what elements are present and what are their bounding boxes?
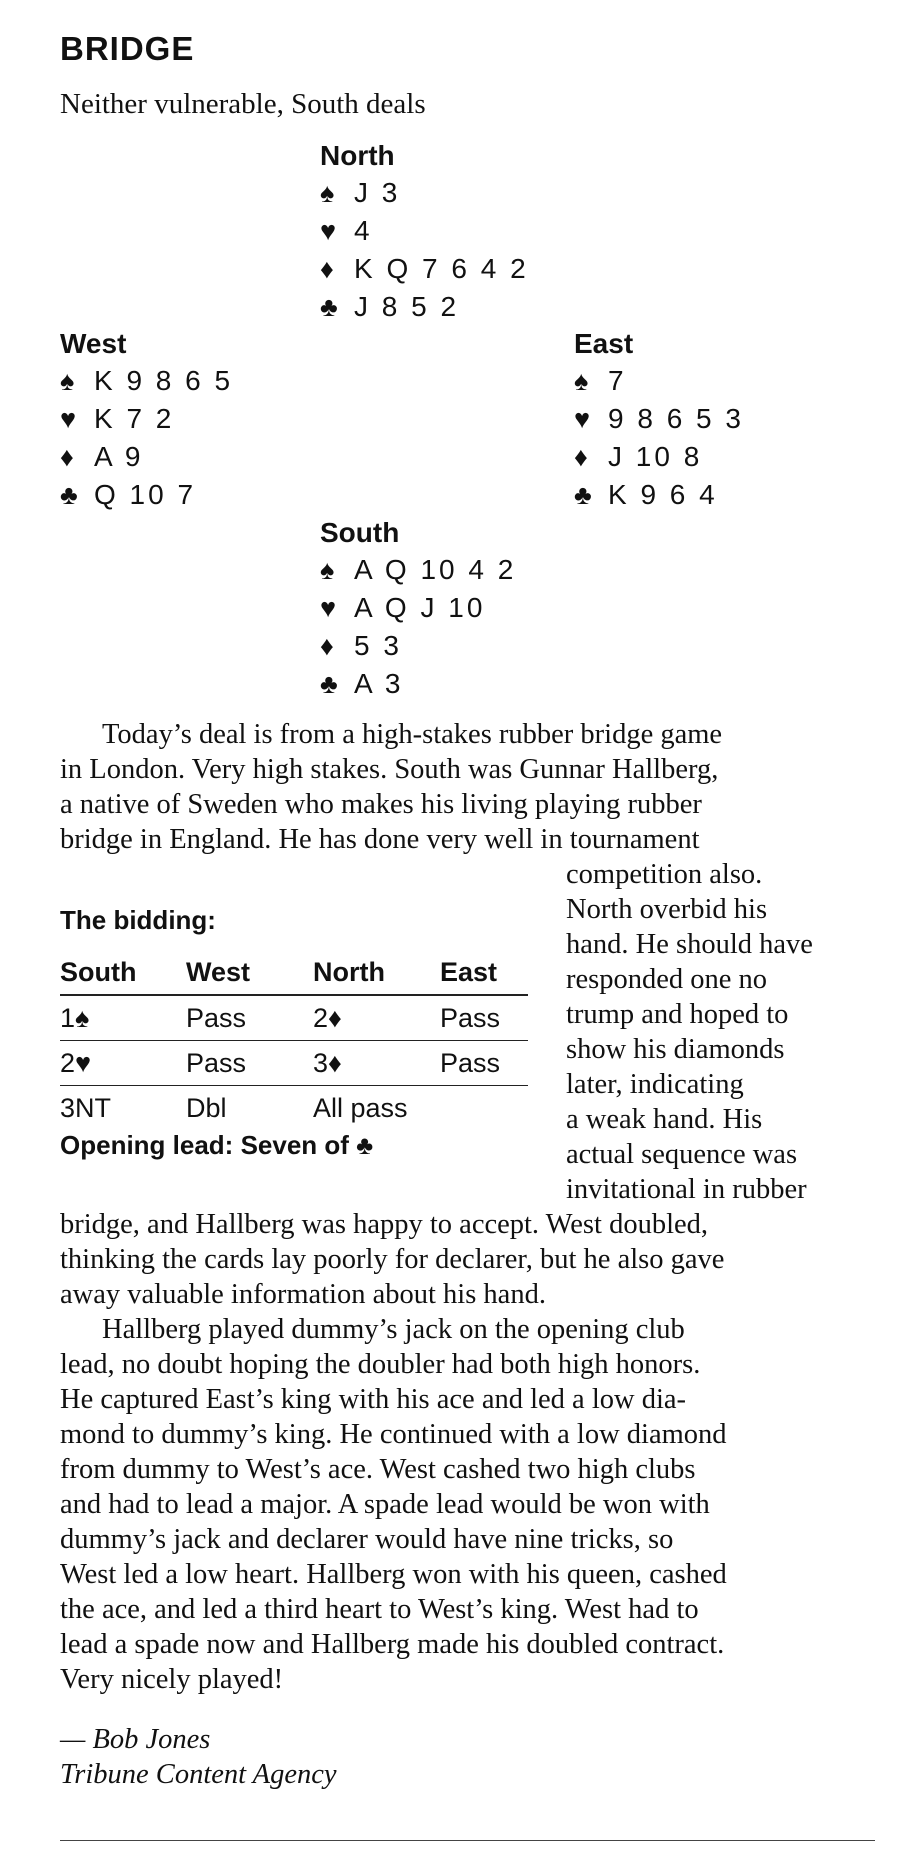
- text-line: Very nicely played!: [60, 1664, 284, 1695]
- article-paragraph-2: [60, 1312, 727, 1697]
- text-line: lead a spade now and Hallberg made his doubled contract.: [60, 1629, 725, 1660]
- column-header: East: [440, 950, 528, 995]
- hand-label: South: [320, 517, 400, 548]
- bottom-divider: [60, 1840, 875, 1841]
- opening-lead: Opening lead: Seven of ♣: [60, 1130, 374, 1160]
- text-line: invitational in rubber: [566, 1174, 807, 1205]
- clubs-row: [320, 665, 516, 703]
- text-line: thinking the cards lay poorly for declarer, but he also gave: [60, 1244, 725, 1275]
- diamonds-row: [320, 627, 516, 665]
- text-line: dummy’s jack and declarer would have nine tricks, so: [60, 1524, 674, 1555]
- text-line: actual sequence was: [566, 1139, 798, 1170]
- byline: [60, 1722, 337, 1792]
- text-line: bridge in England. He has done very well in tournament: [60, 824, 700, 855]
- text-line: a weak hand. His: [566, 1104, 763, 1135]
- bid-cell: 3NT: [60, 1092, 112, 1123]
- text-line: Hallberg played dummy’s jack on the opening club: [102, 1314, 685, 1345]
- bidding-title: The bidding:: [60, 905, 216, 935]
- diamonds-cards: K Q 7 6 4 2: [354, 253, 529, 284]
- hand-north: [320, 138, 529, 326]
- clubs-row: [320, 288, 529, 326]
- heart-icon: ♥: [320, 593, 337, 623]
- spades-row: [60, 362, 233, 400]
- bid-cell: Pass: [440, 995, 528, 1041]
- hearts-cards: 9 8 6 5 3: [608, 403, 744, 434]
- diamond-icon: ♦: [320, 631, 334, 661]
- hand-east: [574, 326, 744, 514]
- bid-cell: 2♦: [313, 995, 440, 1041]
- hand-label: North: [320, 140, 395, 171]
- hearts-cards: 4: [354, 215, 373, 246]
- heart-icon: ♥: [574, 404, 591, 434]
- text-line: responded one no: [566, 964, 768, 995]
- spades-cards: K 9 8 6 5: [94, 365, 234, 396]
- hand-label: West: [60, 328, 127, 359]
- diamonds-row: [574, 438, 744, 476]
- byline-author: — Bob Jones: [60, 1724, 211, 1755]
- hearts-cards: K 7 2: [94, 403, 175, 434]
- hearts-row: [320, 589, 516, 627]
- spades-cards: A Q 10 4 2: [354, 554, 517, 585]
- diamond-icon: ♦: [320, 254, 334, 284]
- table-row: [60, 1086, 528, 1131]
- clubs-row: [60, 476, 233, 514]
- spades-row: [320, 174, 529, 212]
- article-paragraph-1: [60, 717, 722, 857]
- text-line: later, indicating: [566, 1069, 744, 1100]
- diamond-icon: ♦: [574, 442, 588, 472]
- text-line: show his diamonds: [566, 1034, 785, 1065]
- bid-cell: Dbl: [186, 1092, 227, 1123]
- article-paragraph-1-end: [60, 1207, 724, 1312]
- bid-cell: 1♠: [60, 995, 186, 1041]
- column-header: North: [313, 950, 440, 995]
- bidding-table: [60, 950, 528, 1130]
- bid-cell: Pass: [186, 1041, 313, 1086]
- text-line: in London. Very high stakes. South was Gunnar Hallberg,: [60, 754, 719, 785]
- diamond-icon: ♦: [60, 442, 74, 472]
- text-line: He captured East’s king with his ace and led a low dia-: [60, 1384, 687, 1415]
- clubs-cards: Q 10 7: [94, 479, 197, 510]
- bid-cell: 2♥: [60, 1041, 186, 1086]
- spades-row: [320, 551, 516, 589]
- column-title: BRIDGE: [60, 30, 195, 67]
- clubs-row: [574, 476, 744, 514]
- bid-cell: 3♦: [313, 1041, 440, 1086]
- text-line: the ace, and led a third heart to West’s king. West had to: [60, 1594, 699, 1625]
- clubs-cards: K 9 6 4: [608, 479, 718, 510]
- text-line: lead, no doubt hoping the doubler had both high honors.: [60, 1349, 701, 1380]
- hearts-row: [320, 212, 529, 250]
- spade-icon: ♠: [320, 555, 335, 585]
- spade-icon: ♠: [574, 366, 589, 396]
- clubs-cards: A 3: [354, 668, 404, 699]
- spade-icon: ♠: [320, 178, 335, 208]
- bid-cell: [440, 1086, 528, 1131]
- club-icon: ♣: [574, 480, 592, 510]
- text-line: trump and hoped to: [566, 999, 789, 1030]
- text-line: North overbid his: [566, 894, 768, 925]
- text-line: from dummy to West’s ace. West cashed two high clubs: [60, 1454, 696, 1485]
- text-line: competition also.: [566, 859, 763, 890]
- article-paragraph-1-column: [566, 857, 813, 1207]
- text-line: Today’s deal is from a high-stakes rubber bridge game: [102, 719, 723, 750]
- text-line: and had to lead a major. A spade lead would be won with: [60, 1489, 710, 1520]
- diamonds-cards: 5 3: [354, 630, 402, 661]
- hand-south: [320, 515, 516, 703]
- spades-row: [574, 362, 744, 400]
- clubs-cards: J 8 5 2: [354, 291, 460, 322]
- hand-west: [60, 326, 233, 514]
- byline-agency: Tribune Content Agency: [60, 1759, 337, 1790]
- spades-cards: 7: [608, 365, 627, 396]
- bid-cell: All pass: [313, 1092, 408, 1123]
- hand-label: East: [574, 328, 634, 359]
- spades-cards: J 3: [354, 177, 401, 208]
- hearts-row: [574, 400, 744, 438]
- text-line: mond to dummy’s king. He continued with a low diamond: [60, 1419, 727, 1450]
- deal-conditions: Neither vulnerable, South deals: [60, 88, 426, 120]
- text-line: away valuable information about his hand.: [60, 1279, 546, 1310]
- table-header-row: [60, 950, 528, 995]
- text-line: a native of Sweden who makes his living playing rubber: [60, 789, 702, 820]
- bid-cell: Pass: [186, 995, 313, 1041]
- column-header: West: [186, 950, 313, 995]
- club-icon: ♣: [320, 669, 338, 699]
- spade-icon: ♠: [60, 366, 75, 396]
- column-header: South: [60, 950, 186, 995]
- hearts-row: [60, 400, 233, 438]
- table-row: [60, 1041, 528, 1086]
- diamonds-cards: J 10 8: [608, 441, 703, 472]
- bid-cell: Pass: [440, 1041, 528, 1086]
- text-line: hand. He should have: [566, 929, 813, 960]
- club-icon: ♣: [320, 292, 338, 322]
- diamonds-row: [60, 438, 233, 476]
- club-icon: ♣: [60, 480, 78, 510]
- text-line: bridge, and Hallberg was happy to accept. West doubled,: [60, 1209, 709, 1240]
- table-row: [60, 995, 528, 1041]
- text-line: West led a low heart. Hallberg won with his queen, cashed: [60, 1559, 727, 1590]
- heart-icon: ♥: [320, 216, 337, 246]
- diamonds-cards: A 9: [94, 441, 144, 472]
- heart-icon: ♥: [60, 404, 77, 434]
- hearts-cards: A Q J 10: [354, 592, 486, 623]
- diamonds-row: [320, 250, 529, 288]
